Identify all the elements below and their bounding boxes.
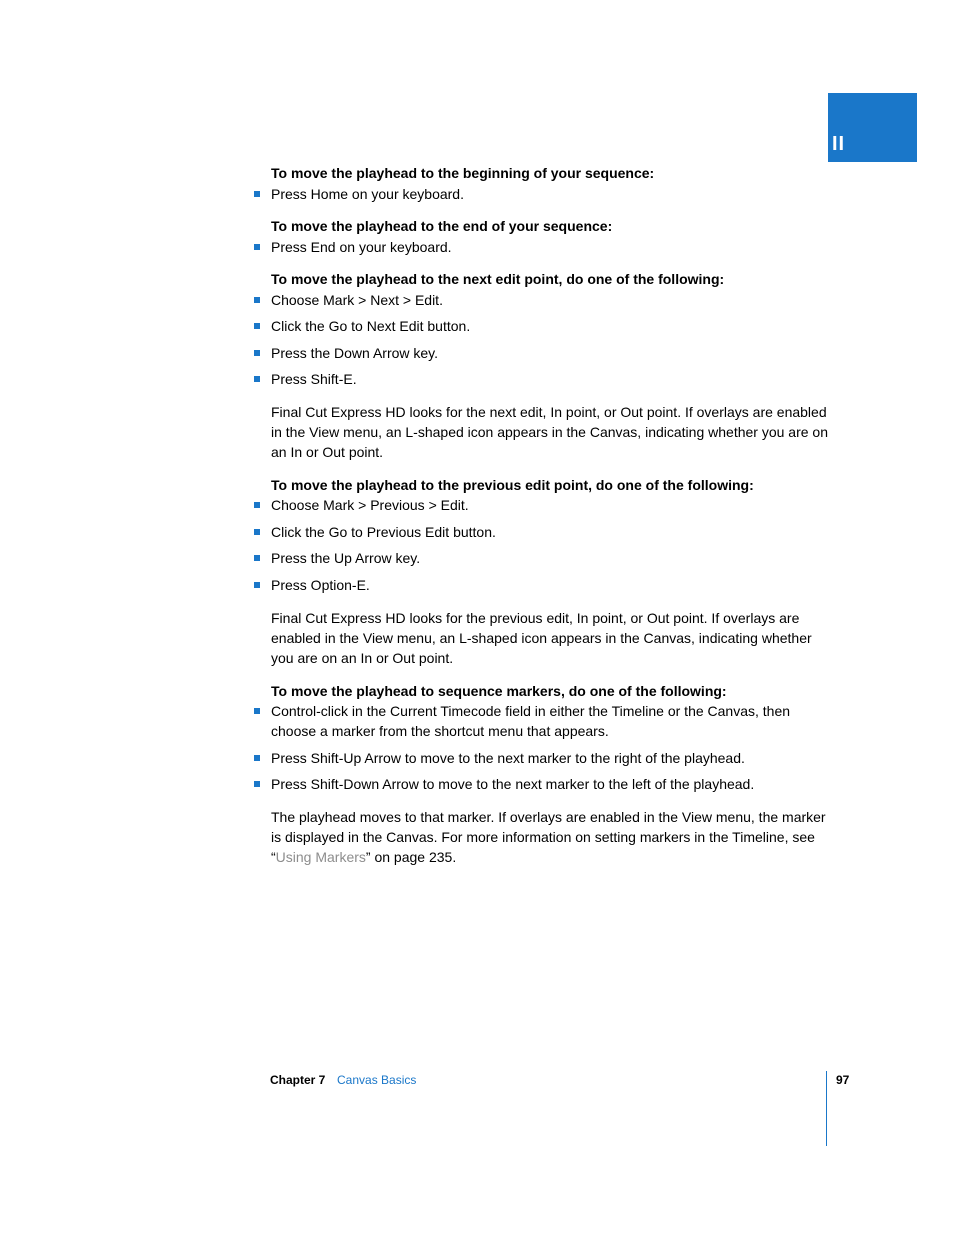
footer-chapter-title[interactable]: Canvas Basics (337, 1073, 417, 1087)
list-item: Press Shift-Up Arrow to move to the next marker to the right of the playhead. (271, 748, 831, 768)
list-item: Press End on your keyboard. (271, 237, 831, 257)
section-heading: To move the playhead to sequence markers, do one of the following: (271, 683, 727, 699)
list-item: Press the Down Arrow key. (271, 343, 831, 363)
paragraph-text: The playhead moves to that marker. If overlays are enabled in the View menu, the marker is displayed in the Canvas. For more information on setting markers in the Timeline, see “ (271, 809, 826, 865)
list-item: Press the Up Arrow key. (271, 548, 831, 568)
section-heading: To move the playhead to the end of your sequence: (271, 218, 613, 234)
section-heading: To move the playhead to the next edit point, do one of the following: (271, 271, 725, 287)
body-paragraph: Final Cut Express HD looks for the next edit, In point, or Out point. If overlays are enabled in the View menu, an L-shaped icon appears in the Canvas, indicating whether you are on an In or Out point. (271, 404, 828, 460)
cross-reference-link[interactable]: Using Markers (275, 849, 366, 865)
list-item: Choose Mark > Previous > Edit. (271, 495, 831, 515)
part-tab (828, 93, 917, 162)
section-heading: To move the playhead to the previous edit point, do one of the following: (271, 477, 754, 493)
footer-chapter-label: Chapter 7 (270, 1073, 326, 1087)
section-heading: To move the playhead to the beginning of your sequence: (271, 165, 655, 181)
list-item: Click the Go to Next Edit button. (271, 316, 831, 336)
list-item: Press Shift-Down Arrow to move to the next marker to the left of the playhead. (271, 774, 831, 794)
footer-divider (826, 1071, 827, 1146)
list-item: Press Shift-E. (271, 369, 831, 389)
body-paragraph (271, 807, 831, 867)
list-item: Choose Mark > Next > Edit. (271, 290, 831, 310)
list-item: Click the Go to Previous Edit button. (271, 522, 831, 542)
list-item: Press Option-E. (271, 575, 831, 595)
page-number: 97 (836, 1073, 850, 1087)
body-paragraph: Final Cut Express HD looks for the previous edit, In point, or Out point. If overlays are enabled in the View menu, an L-shaped icon appears in the Canvas, indicating whether you are on an In or Out point. (271, 610, 812, 666)
part-tab-label: II (832, 133, 846, 155)
paragraph-text: ” on page 235. (365, 849, 457, 865)
list-item: Press Home on your keyboard. (271, 184, 831, 204)
list-item: Control-click in the Current Timecode field in either the Timeline or the Canvas, then choose a marker from the shortcut menu that appears. (271, 701, 831, 741)
